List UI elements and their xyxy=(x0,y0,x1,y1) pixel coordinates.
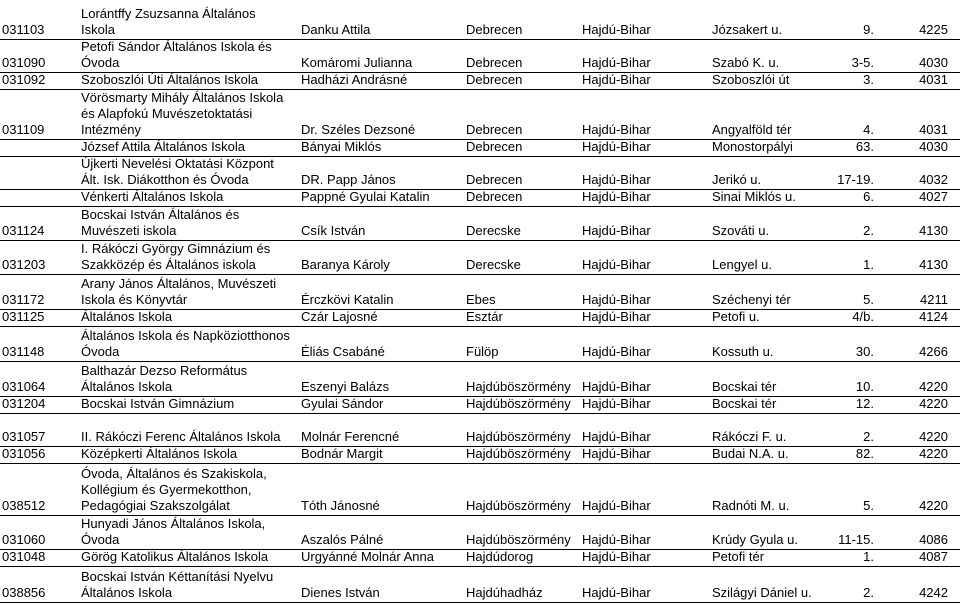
table-row xyxy=(0,241,960,275)
postal-code: 4030 xyxy=(919,139,948,154)
city: Hajdúdorog xyxy=(466,549,534,564)
school-name: Vörösmarty Mihály Általános Iskola és Alapfokú Muvészetoktatási Intézmény xyxy=(81,90,284,137)
table-row xyxy=(0,447,960,464)
street: Rákóczi F. u. xyxy=(712,429,787,444)
city: Debrecen xyxy=(466,22,523,37)
director-name: Danku Attila xyxy=(301,22,371,37)
city: Hajdúböszörmény xyxy=(466,396,571,411)
house-number: 82. xyxy=(855,446,874,461)
house-number: 3-5. xyxy=(851,55,874,70)
city: Hajdúböszörmény xyxy=(466,379,571,394)
county: Hajdú-Bihar xyxy=(582,257,651,272)
postal-code: 4220 xyxy=(919,429,948,444)
table-row xyxy=(0,207,960,241)
postal-code: 4242 xyxy=(919,585,948,600)
county: Hajdú-Bihar xyxy=(582,292,651,307)
street: Széchenyi tér xyxy=(712,292,791,307)
county: Hajdú-Bihar xyxy=(582,72,651,87)
city: Hajdúböszörmény xyxy=(466,532,571,547)
county: Hajdú-Bihar xyxy=(582,309,651,324)
school-name: Szoboszlói Úti Általános Iskola xyxy=(81,72,259,87)
postal-code: 4225 xyxy=(919,22,948,37)
postal-code: 4130 xyxy=(919,223,948,238)
school-name: Hunyadi János Általános Iskola, Óvoda xyxy=(81,516,266,547)
house-number: 5. xyxy=(863,292,874,307)
city: Ebes xyxy=(466,292,496,307)
county: Hajdú-Bihar xyxy=(582,172,651,187)
director-name: Éliás Csabáné xyxy=(301,344,385,359)
house-number: 30. xyxy=(855,344,874,359)
street: Bocskai tér xyxy=(712,396,777,411)
school-name: Bocskai István Gimnázium xyxy=(81,396,235,411)
postal-code: 4030 xyxy=(919,55,948,70)
school-name: Újkerti Nevelési Oktatási Központ Ált. Isk. Diákotthon és Óvoda xyxy=(81,156,274,187)
house-number: 2. xyxy=(863,223,874,238)
director-name: DR. Papp János xyxy=(301,172,396,187)
school-id: 031057 xyxy=(2,429,46,444)
school-id: 031124 xyxy=(2,223,45,238)
director-name: Baranya Károly xyxy=(301,257,390,272)
table-row xyxy=(0,464,960,516)
postal-code: 4220 xyxy=(919,379,948,394)
house-number: 2. xyxy=(863,429,874,444)
director-name: Czár Lajosné xyxy=(301,309,378,324)
school-id: 031148 xyxy=(2,344,45,359)
county: Hajdú-Bihar xyxy=(582,122,651,137)
county: Hajdú-Bihar xyxy=(582,55,651,70)
city: Hajdúböszörmény xyxy=(466,429,571,444)
director-name: Komáromi Julianna xyxy=(301,55,413,70)
director-name: Molnár Ferencné xyxy=(301,429,400,444)
city: Debrecen xyxy=(466,139,523,154)
county: Hajdú-Bihar xyxy=(582,396,651,411)
table-row xyxy=(0,397,960,414)
city: Debrecen xyxy=(466,172,523,187)
postal-code: 4027 xyxy=(919,189,948,204)
street: Lengyel u. xyxy=(712,257,772,272)
school-name: Középkerti Általános Iskola xyxy=(81,446,238,461)
table-row xyxy=(0,516,960,550)
table-row xyxy=(0,310,960,327)
school-name: József Attila Általános Iskola xyxy=(81,139,246,154)
postal-code: 4124 xyxy=(919,309,948,324)
county: Hajdú-Bihar xyxy=(582,223,651,238)
school-name: Bocskai István Kéttanítási Nyelvu Általános Iskola xyxy=(81,569,274,600)
city: Debrecen xyxy=(466,122,523,137)
postal-code: 4211 xyxy=(920,292,948,307)
school-id: 031092 xyxy=(2,72,46,87)
director-name: Dienes István xyxy=(301,585,380,600)
school-name: Vénkerti Általános Iskola xyxy=(81,189,224,204)
school-name: Petofi Sándor Általános Iskola és Óvoda xyxy=(81,39,272,70)
school-name: Bocskai István Általános és Muvészeti iskola xyxy=(81,207,240,238)
house-number: 10. xyxy=(855,379,874,394)
house-number: 12. xyxy=(855,396,874,411)
house-number: 17-19. xyxy=(837,172,874,187)
city: Derecske xyxy=(466,223,521,238)
county: Hajdú-Bihar xyxy=(582,429,651,444)
house-number: 5. xyxy=(863,498,874,513)
city: Esztár xyxy=(466,309,503,324)
school-id: 031204 xyxy=(2,396,46,411)
county: Hajdú-Bihar xyxy=(582,139,651,154)
postal-code: 4220 xyxy=(919,498,948,513)
postal-code: 4130 xyxy=(919,257,948,272)
table-row xyxy=(0,90,960,140)
county: Hajdú-Bihar xyxy=(582,379,651,394)
school-id: 031125 xyxy=(2,309,45,324)
school-name: Görög Katolikus Általános Iskola xyxy=(81,549,269,564)
county: Hajdú-Bihar xyxy=(582,532,651,547)
director-name: Érczkövi Katalin xyxy=(301,292,394,307)
school-name: Általános Iskola xyxy=(81,309,173,324)
school-name: Arany János Általános, Muvészeti Iskola és Könyvtár xyxy=(81,276,277,307)
house-number: 4/b. xyxy=(852,309,874,324)
director-name: Hadházi Andrásné xyxy=(301,72,408,87)
county: Hajdú-Bihar xyxy=(582,22,651,37)
city: Hajdúböszörmény xyxy=(466,446,571,461)
house-number: 2. xyxy=(863,585,874,600)
postal-code: 4220 xyxy=(919,446,948,461)
street: Budai N.A. u. xyxy=(712,446,789,461)
county: Hajdú-Bihar xyxy=(582,446,651,461)
school-id: 038512 xyxy=(2,498,46,513)
school-id: 031203 xyxy=(2,257,46,272)
county: Hajdú-Bihar xyxy=(582,549,651,564)
school-id: 031109 xyxy=(2,122,45,137)
city: Derecske xyxy=(466,257,521,272)
street: Petofi u. xyxy=(712,309,760,324)
city: Hajdúhadház xyxy=(466,585,543,600)
table-row xyxy=(0,414,960,447)
school-name: Óvoda, Általános és Szakiskola, Kollégium és Gyermekotthon, Pedagógiai Szakszolgálat xyxy=(81,466,267,513)
table-row xyxy=(0,550,960,567)
postal-code: 4031 xyxy=(919,72,948,87)
house-number: 4. xyxy=(863,122,874,137)
table-row xyxy=(0,73,960,90)
table-row xyxy=(0,190,960,207)
school-id: 031090 xyxy=(2,55,46,70)
school-id: 031056 xyxy=(2,446,46,461)
postal-code: 4220 xyxy=(919,396,948,411)
table-row xyxy=(0,40,960,73)
school-name: II. Rákóczi Ferenc Általános Iskola xyxy=(81,429,281,444)
school-name: Általános Iskola és Napköziotthonos Óvoda xyxy=(81,328,290,359)
table-row xyxy=(0,140,960,157)
city: Debrecen xyxy=(466,55,523,70)
street: Angyalföld tér xyxy=(712,122,792,137)
school-id: 031060 xyxy=(2,532,46,547)
street: Sinai Miklós u. xyxy=(712,189,796,204)
city: Debrecen xyxy=(466,189,523,204)
postal-code: 4266 xyxy=(919,344,948,359)
house-number: 6. xyxy=(863,189,874,204)
street: Jerikó u. xyxy=(712,172,762,187)
street: Petofi tér xyxy=(712,549,765,564)
city: Hajdúböszörmény xyxy=(466,498,571,513)
county: Hajdú-Bihar xyxy=(582,189,651,204)
street: Radnóti M. u. xyxy=(712,498,790,513)
street: Szováti u. xyxy=(712,223,770,238)
school-id: 031064 xyxy=(2,379,46,394)
house-number: 11-15. xyxy=(838,532,874,547)
director-name: Csík István xyxy=(301,223,366,238)
director-name: Bodnár Margit xyxy=(301,446,383,461)
street: Krúdy Gyula u. xyxy=(712,532,798,547)
postal-code: 4032 xyxy=(919,172,948,187)
school-id: 031048 xyxy=(2,549,46,564)
table-row xyxy=(0,275,960,310)
table-row xyxy=(0,327,960,362)
school-id: 031103 xyxy=(2,22,45,37)
street: Szabó K. u. xyxy=(712,55,780,70)
county: Hajdú-Bihar xyxy=(582,498,651,513)
city: Debrecen xyxy=(466,72,523,87)
house-number: 1. xyxy=(863,257,874,272)
table-row xyxy=(0,0,960,40)
school-name: Balthazár Dezso Református Általános Iskola xyxy=(81,363,248,394)
house-number: 1. xyxy=(863,549,874,564)
director-name: Gyulai Sándor xyxy=(301,396,384,411)
director-name: Eszenyi Balázs xyxy=(301,379,390,394)
street: Kossuth u. xyxy=(712,344,774,359)
school-name: Lorántffy Zsuzsanna Általános Iskola xyxy=(81,6,256,37)
school-name: I. Rákóczi György Gimnázium és Szakközép és Általános iskola xyxy=(81,241,271,272)
postal-code: 4086 xyxy=(919,532,948,547)
director-name: Dr. Széles Dezsoné xyxy=(301,122,416,137)
director-name: Tóth Jánosné xyxy=(301,498,380,513)
postal-code: 4087 xyxy=(919,549,948,564)
house-number: 3. xyxy=(863,72,874,87)
street: Monostorpályi xyxy=(712,139,793,154)
director-name: Pappné Gyulai Katalin xyxy=(301,189,430,204)
street: Józsakert u. xyxy=(712,22,783,37)
school-id: 031172 xyxy=(2,292,45,307)
table-row xyxy=(0,362,960,397)
director-name: Bányai Miklós xyxy=(301,139,382,154)
director-name: Urgyánné Molnár Anna xyxy=(301,549,434,564)
table-row xyxy=(0,567,960,603)
table-row xyxy=(0,157,960,190)
postal-code: 4031 xyxy=(919,122,948,137)
street: Szoboszlói út xyxy=(712,72,790,87)
street: Bocskai tér xyxy=(712,379,777,394)
street: Szilágyi Dániel u. xyxy=(712,585,812,600)
house-number: 9. xyxy=(863,22,874,37)
city: Fülöp xyxy=(466,344,499,359)
house-number: 63. xyxy=(855,139,874,154)
county: Hajdú-Bihar xyxy=(582,344,651,359)
director-name: Aszalós Pálné xyxy=(301,532,384,547)
school-id: 038856 xyxy=(2,585,46,600)
county: Hajdú-Bihar xyxy=(582,585,651,600)
